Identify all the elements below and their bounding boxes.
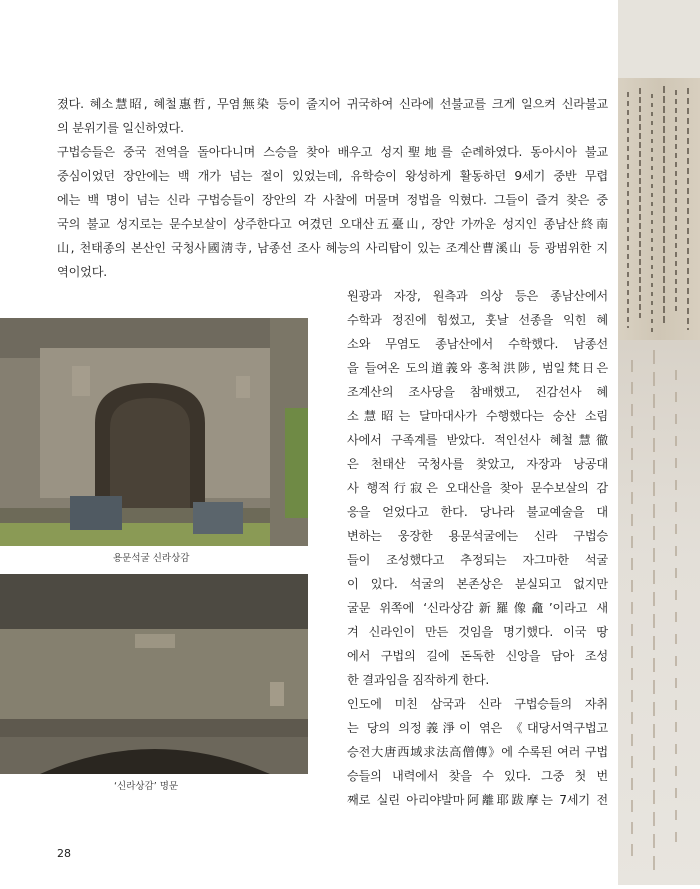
text-line: 인도에 미친 삼국과 신라 구법승들의 자취 (347, 697, 608, 711)
photo-longmen-grotto (0, 318, 308, 546)
manuscript-script-graphic (618, 78, 700, 340)
paragraph-pilgrimage (57, 140, 608, 284)
text-line: 졌다. 혜소慧昭, 혜철惠哲, 무염無染 등이 줄지어 귀국하여 신라에 선불교를 크게 일으켜 신라불교 (57, 97, 608, 111)
manuscript-image (618, 78, 700, 340)
text-line: 응을 얻었다고 한다. 당나라 불교예술을 대 (347, 505, 608, 519)
text-line: 굴문 위쪽에 ‘신라상감新羅像龕’이라고 새 (347, 601, 608, 615)
text-line: 국의 불교 성지로는 문수보살이 상주한다고 여겼던 오대산五臺山, 장안 가까운 성지인 종남산終南 (57, 217, 608, 231)
text-line: 사에서 구족계를 받았다. 적인선사 혜철慧徹 (347, 433, 608, 447)
text-line: 소慧昭는 달마대사가 수행했다는 숭산 소림 (347, 409, 608, 423)
text-line: 째로 실린 아리야발마阿離耶跋摩는 7세기 전 (347, 793, 608, 807)
paragraph-zhongnanshan (347, 284, 608, 692)
text-line: 에서 구법의 길에 돈독한 신앙을 담아 조성 (347, 649, 608, 663)
paragraph-india (347, 692, 608, 812)
caption-photo1: 용문석굴 신라상감 (113, 553, 190, 564)
paragraph-intro (57, 92, 608, 140)
text-line: 조계산의 조사당을 참배했고, 진감선사 혜 (347, 385, 608, 399)
text-line: 승전大唐西域求法高僧傳》에 수록된 여러 구법 (347, 745, 608, 759)
text-line: 소와 무염도 종남산에서 수학했다. 남종선 (347, 337, 608, 351)
text-line: 변하는 웅장한 용문석굴에는 신라 구법승 (347, 529, 608, 543)
text-line: 들이 조성했다고 추정되는 자그마한 석굴 (347, 553, 608, 567)
text-line: 을 들여온 도의道義와 홍척洪陟, 범일梵日은 (347, 361, 608, 375)
manuscript-fade (618, 340, 700, 885)
text-line: 에는 백 명이 넘는 신라 구법승들이 장안의 각 사찰에 머물며 정법을 익혔다. 그들이 즐겨 찾은 중 (57, 193, 608, 207)
grotto-illustration (0, 318, 308, 546)
caption-photo2: ‘신라상감’ 명문 (114, 781, 179, 792)
text-line: 이 있다. 석굴의 본존상은 분실되고 없지만 (347, 577, 608, 591)
manuscript-faint-graphic (618, 340, 700, 885)
text-line: 중심이었던 장안에는 백 개가 넘는 절이 있었는데, 유학승이 왕성하게 활동하던 9세기 중반 무렵 (57, 169, 608, 183)
page-number: 28 (57, 847, 71, 860)
text-line: 한 결과임을 짐작하게 한다. (347, 673, 490, 687)
text-line: 는 당의 의정義淨이 엮은 《대당서역구법고 (347, 721, 608, 735)
text-line: 山, 천태종의 본산인 국청사國淸寺, 남종선 조사 혜능의 사리탑이 있는 조계산曹溪山 등 광범위한 지 (57, 241, 608, 255)
text-line: 사 행적行寂은 오대산을 찾아 문수보살의 감 (347, 481, 608, 495)
text-line: 원광과 자장, 원측과 의상 등은 종남산에서 (347, 289, 608, 303)
text-line: 은 천태산 국청사를 찾았고, 자장과 낭공대 (347, 457, 608, 471)
text-line: 승들의 내력에서 찾을 수 있다. 그중 첫 번 (347, 769, 608, 783)
text-line: 구법승들은 중국 전역을 돌아다니며 스승을 찾아 배우고 성지聖地를 순례하였다. 동아시아 불교 (57, 145, 608, 159)
photo-silla-inscription (0, 574, 308, 774)
text-line: 수학과 정진에 힘썼고, 훗날 선종을 익힌 혜 (347, 313, 608, 327)
text-line: 겨 신라인이 만든 것임을 명기했다. 이국 땅 (347, 625, 608, 639)
inscription-illustration (0, 574, 308, 774)
text-line: 역이었다. (57, 265, 107, 279)
text-line: 의 분위기를 일신하였다. (57, 121, 184, 135)
